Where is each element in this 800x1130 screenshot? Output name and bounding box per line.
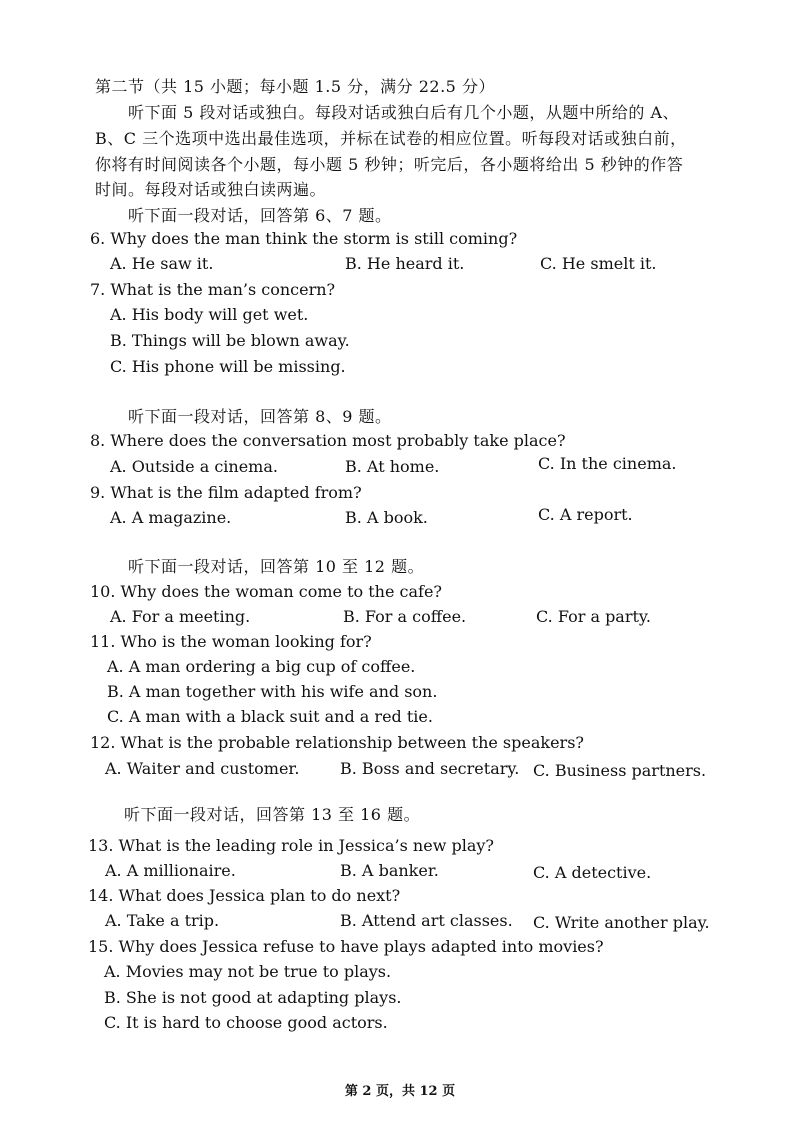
option-a: A. A millionaire. <box>105 861 236 880</box>
option-b: B. A book. <box>345 508 428 527</box>
instructions-line-4: 时间。每段对话或独白读两遍。 <box>95 180 327 199</box>
option-b: B. At home. <box>345 457 440 476</box>
question-7: 7. What is the man’s concern? <box>90 280 336 299</box>
option-b: B. A banker. <box>340 861 439 880</box>
option-a: A. A magazine. <box>110 508 232 527</box>
option-a: A. Take a trip. <box>105 911 220 930</box>
option-c: C. His phone will be missing. <box>110 357 346 376</box>
option-a: A. Outside a cinema. <box>110 457 278 476</box>
option-b: B. She is not good at adapting plays. <box>104 988 402 1007</box>
page-number: 第 2 页，共 12 页 <box>344 1084 456 1099</box>
group-intro: 听下面一段对话，回答第 10 至 12 题。 <box>128 557 425 576</box>
option-b: B. Boss and secretary. <box>340 759 520 778</box>
option-a: A. For a meeting. <box>110 607 251 626</box>
group-intro: 听下面一段对话，回答第 13 至 16 题。 <box>124 805 421 824</box>
group-intro: 听下面一段对话，回答第 6、7 题。 <box>128 206 392 225</box>
option-c: C. For a party. <box>536 607 651 626</box>
option-c: C. In the cinema. <box>538 454 677 473</box>
option-a: A. A man ordering a big cup of coffee. <box>107 657 416 676</box>
option-b: B. He heard it. <box>345 254 465 273</box>
option-c: C. A man with a black suit and a red tie. <box>107 707 433 726</box>
instructions-line-1: 听下面 5 段对话或独白。每段对话或独白后有几个小题，从题中所给的 A、 <box>128 103 679 122</box>
option-c: C. Write another play. <box>533 913 710 932</box>
question-12: 12. What is the probable relationship between the speakers? <box>90 733 584 752</box>
option-c: C. A report. <box>538 505 633 524</box>
question-11: 11. Who is the woman looking for? <box>90 632 372 651</box>
instructions-line-2: B、C 三个选项中选出最佳选项，并标在试卷的相应位置。听每段对话或独白前， <box>95 129 687 148</box>
option-b: B. For a coffee. <box>343 607 467 626</box>
question-10: 10. Why does the woman come to the cafe? <box>90 582 442 601</box>
question-9: 9. What is the film adapted from? <box>90 483 362 502</box>
option-c: C. A detective. <box>533 863 652 882</box>
option-b: B. Attend art classes. <box>340 911 513 930</box>
instructions-line-3: 你将有时间阅读各个小题，每小题 5 秒钟；听完后，各小题将给出 5 秒钟的作答 <box>95 155 684 174</box>
option-c: C. Business partners. <box>533 761 707 780</box>
option-a: A. His body will get wet. <box>110 305 309 324</box>
question-13: 13. What is the leading role in Jessica’s new play? <box>88 836 494 855</box>
option-a: A. He saw it. <box>110 254 214 273</box>
option-a: A. Waiter and customer. <box>105 759 300 778</box>
option-b: B. A man together with his wife and son. <box>107 682 438 701</box>
option-c: C. He smelt it. <box>540 254 657 273</box>
group-intro: 听下面一段对话，回答第 8、9 题。 <box>128 407 392 426</box>
question-15: 15. Why does Jessica refuse to have plays adapted into movies? <box>88 937 604 956</box>
section-title: 第二节（共 15 小题；每小题 1.5 分，满分 22.5 分） <box>95 77 495 96</box>
option-b: B. Things will be blown away. <box>110 331 350 350</box>
question-6: 6. Why does the man think the storm is still coming? <box>90 229 518 248</box>
option-c: C. It is hard to choose good actors. <box>104 1013 388 1032</box>
question-14: 14. What does Jessica plan to do next? <box>88 886 401 905</box>
question-8: 8. Where does the conversation most probably take place? <box>90 431 566 450</box>
option-a: A. Movies may not be true to plays. <box>104 962 392 981</box>
